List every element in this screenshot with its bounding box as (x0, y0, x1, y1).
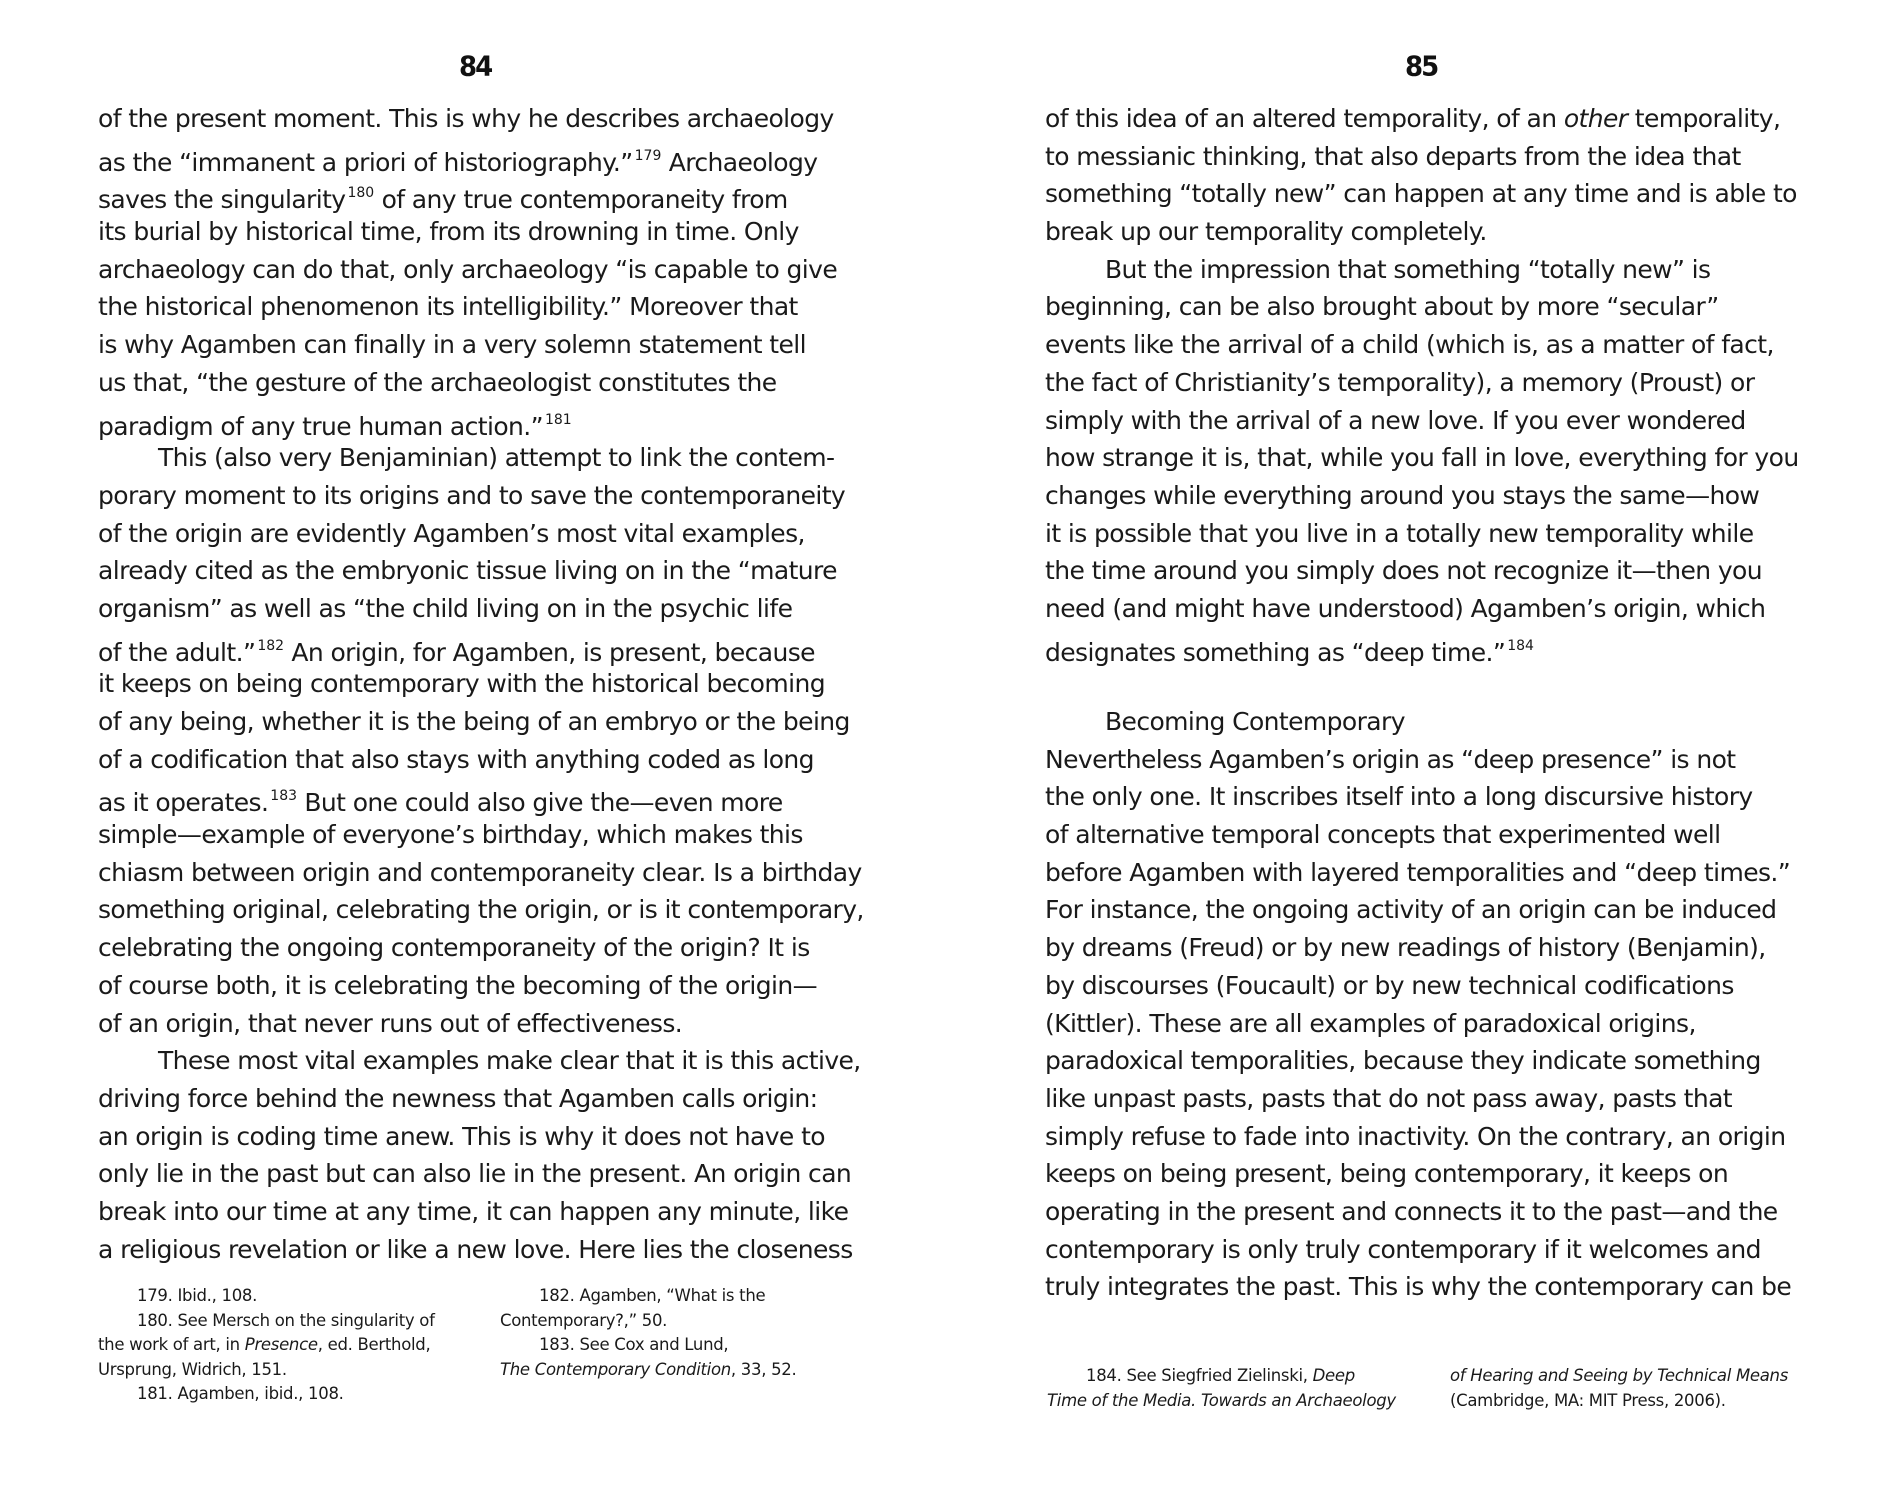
text: as the “immanent a priori of historiography.” (98, 147, 633, 177)
body-line (98, 552, 864, 590)
text: of any true contemporaneity from (374, 185, 788, 215)
body-line (1045, 628, 1799, 666)
text: This (also very Benjaminian) attempt to link the contem- (158, 443, 835, 473)
body-line (98, 439, 864, 477)
body-line (98, 665, 864, 703)
text: Ursprung, Widrich, 151. (98, 1359, 287, 1379)
body-line (1045, 213, 1799, 251)
body-line (98, 1005, 864, 1043)
footnote-reference[interactable]: 179 (634, 147, 662, 164)
text: of any being, whether it is the being of an embryo or the being (98, 707, 850, 736)
body-line (98, 703, 864, 741)
text: 182. Agamben, “What is the (539, 1286, 766, 1305)
body-line (98, 364, 864, 402)
text: paradigm of any true human action.” (98, 411, 543, 441)
footnote-line (1450, 1389, 1788, 1414)
body-line (98, 175, 864, 213)
text: 184. See Siegfried Zielinski, (1086, 1366, 1313, 1385)
body-line (1045, 665, 1799, 703)
right-page (947, 0, 1894, 1500)
text: the time around you simply does not recognize it—then you (1045, 556, 1762, 586)
text: simply with the arrival of a new love. If you ever wondered (1045, 405, 1746, 435)
text: the historical phenomenon its intelligibility.” Moreover that (98, 292, 798, 322)
text: is why Agamben can finally in a very solemn statement tell (98, 330, 806, 360)
text: chiasm between origin and contemporaneity clear. Is a birthday (98, 857, 862, 887)
body-line (98, 138, 864, 176)
body-line (98, 628, 864, 666)
text: contemporary is only truly contemporary if it welcomes and (1045, 1234, 1761, 1264)
footnote-line (1047, 1389, 1396, 1414)
text: saves the singularity (98, 185, 346, 215)
text: Contemporary?,” 50. (500, 1310, 668, 1330)
body-line (1045, 1268, 1799, 1306)
body-line (98, 1118, 864, 1156)
text: how strange it is, that, while you fall in love, everything for you (1045, 443, 1799, 473)
text: celebrating the ongoing contemporaneity of the origin? It is (98, 933, 810, 963)
body-text (98, 100, 864, 1268)
footnote-line (98, 1309, 435, 1334)
body-line (98, 477, 864, 515)
body-line (98, 515, 864, 553)
body-line (1045, 364, 1799, 402)
text: paradoxical temporalities, because they indicate something (1045, 1046, 1761, 1076)
body-line (98, 326, 864, 364)
page-number: 85 (1405, 51, 1438, 83)
footnote-line (500, 1284, 796, 1309)
text: Nevertheless Agamben’s origin as “deep presence” is not (1045, 744, 1736, 774)
footnote-line (1450, 1364, 1788, 1389)
footnote-line (500, 1358, 796, 1383)
text: Archaeology (661, 147, 818, 177)
text: the only one. It inscribes itself into a long discursive history (1045, 782, 1753, 812)
body-line (1045, 967, 1799, 1005)
footnotes-column-2 (1450, 1364, 1788, 1413)
body-line (98, 1193, 864, 1231)
text: keeps on being present, being contemporary, it keeps on (1045, 1159, 1729, 1189)
body-line (1045, 1080, 1799, 1118)
text: its burial by historical time, from its drowning in time. Only (98, 217, 799, 247)
text: These most vital examples make clear that it is this active, (158, 1046, 861, 1076)
text: 181. Agamben, ibid., 108. (137, 1384, 344, 1403)
text: For instance, the ongoing activity of an origin can be induced (1045, 895, 1777, 925)
body-line (1045, 138, 1799, 176)
body-line (98, 816, 864, 854)
body-line (1045, 854, 1799, 892)
footnote-line (98, 1333, 435, 1358)
text: 180. See Mersch on the singularity of (137, 1310, 435, 1330)
page-number: 84 (459, 51, 492, 83)
body-line (98, 402, 864, 440)
footnote-line (98, 1358, 435, 1383)
text: break into our time at any time, it can happen any minute, like (98, 1196, 849, 1226)
text: , 33, 52. (730, 1359, 797, 1379)
text: 183. See Cox and Lund, (539, 1335, 729, 1354)
text: the work of art, in (98, 1335, 245, 1354)
body-line (1045, 288, 1799, 326)
text: An origin, for Agamben, is present, because (284, 637, 815, 667)
italic-text: Presence (244, 1335, 318, 1354)
footnote-line (98, 1382, 435, 1407)
text: of an origin, that never runs out of effectiveness. (98, 1008, 683, 1038)
text: (Cambridge, MA: MIT Press, 2006). (1450, 1390, 1726, 1410)
text: to messianic thinking, that also departs from the idea that (1045, 141, 1741, 171)
italic-text: Deep (1312, 1366, 1355, 1385)
italic-text: other (1563, 104, 1628, 133)
text: by discourses (Foucault) or by new technical codifications (1045, 970, 1734, 1000)
text: of alternative temporal concepts that experimented well (1045, 820, 1721, 850)
text: 179. Ibid., 108. (137, 1286, 258, 1305)
text: events like the arrival of a child (which is, as a matter of fact, (1045, 330, 1774, 360)
text: operating in the present and connects it to the past—and the (1045, 1196, 1778, 1226)
text: before Agamben with layered temporalities and “deep times.” (1045, 857, 1791, 887)
body-line (98, 251, 864, 289)
body-line (98, 1155, 864, 1193)
body-text (1045, 100, 1799, 1306)
text: the fact of Christianity’s temporality), a memory (Proust) or (1045, 367, 1755, 397)
text: as it operates. (98, 788, 269, 818)
body-line (1045, 1005, 1799, 1043)
text: , ed. Berthold, (317, 1335, 431, 1354)
body-line (1045, 929, 1799, 967)
text: only lie in the past but can also lie in the present. An origin can (98, 1159, 852, 1189)
body-line (98, 929, 864, 967)
text: driving force behind the newness that Agamben calls origin: (98, 1083, 818, 1113)
section-heading (1045, 703, 1799, 741)
body-line (1045, 439, 1799, 477)
footnote-reference[interactable]: 182 (257, 637, 285, 654)
body-line (1045, 891, 1799, 929)
text: simply refuse to fade into inactivity. On the contrary, an origin (1045, 1121, 1786, 1151)
text: break up our temporality completely. (1045, 217, 1487, 247)
footnote-line (98, 1284, 435, 1309)
italic-text: The Contemporary Condition (500, 1359, 731, 1379)
text: something original, celebrating the origin, or is it contemporary, (98, 895, 864, 925)
body-line (98, 967, 864, 1005)
body-line (98, 741, 864, 779)
footnote-reference[interactable]: 184 (1507, 637, 1534, 654)
text: it is possible that you live in a totally new temporality while (1045, 518, 1754, 548)
footnotes-column-1 (1047, 1364, 1396, 1413)
footnotes-column-2 (500, 1284, 796, 1382)
footnote-reference[interactable]: 183 (270, 788, 298, 805)
body-line (98, 213, 864, 251)
footnotes-column-1 (98, 1284, 435, 1407)
body-line (98, 1231, 864, 1269)
text: simple—example of everyone’s birthday, which makes this (98, 820, 803, 850)
body-line (1045, 477, 1799, 515)
italic-text: Time of the Media. Towards an Archaeology (1047, 1390, 1396, 1410)
body-line (1045, 590, 1799, 628)
body-line (1045, 778, 1799, 816)
body-line (1045, 515, 1799, 553)
body-line (98, 590, 864, 628)
text: something “totally new” can happen at any time and is able to (1045, 179, 1797, 209)
text: beginning, can be also brought about by more “secular” (1045, 292, 1719, 322)
body-line (1045, 175, 1799, 213)
body-line (98, 778, 864, 816)
text: changes while everything around you stays the same—how (1045, 480, 1760, 510)
body-line (1045, 741, 1799, 779)
text: already cited as the embryonic tissue living on in the “mature (98, 556, 837, 586)
text: (Kittler). These are all examples of paradoxical origins, (1045, 1008, 1696, 1038)
text: of course both, it is celebrating the becoming of the origin— (98, 970, 818, 1000)
text: archaeology can do that, only archaeology “is capable to give (98, 254, 838, 284)
text: But the impression that something “totally new” is (1105, 254, 1711, 284)
text: Becoming Contemporary (1105, 707, 1405, 736)
body-line (98, 891, 864, 929)
body-line (1045, 1193, 1799, 1231)
text: truly integrates the past. This is why the contemporary can be (1045, 1272, 1792, 1302)
text: organism” as well as “the child living on in the psychic life (98, 593, 793, 623)
body-line (98, 1080, 864, 1118)
footnote-line (500, 1333, 796, 1358)
footnote-line (500, 1309, 796, 1334)
footnote-reference[interactable]: 180 (347, 185, 375, 202)
text: like unpast pasts, pasts that do not pass away, pasts that (1045, 1083, 1733, 1113)
text: of the origin are evidently Agamben’s most vital examples, (98, 518, 805, 548)
body-line (98, 100, 864, 138)
text: a religious revelation or like a new love. Here lies the closeness (98, 1234, 853, 1264)
text: of the present moment. This is why he describes archaeology (98, 104, 834, 133)
text: of this idea of an altered temporality, of an (1045, 104, 1564, 133)
text: an origin is coding time anew. This is why it does not have to (98, 1121, 825, 1151)
body-line (1045, 402, 1799, 440)
body-line (1045, 816, 1799, 854)
text: need (and might have understood) Agamben’s origin, which (1045, 593, 1766, 623)
text: designates something as “deep time.” (1045, 637, 1506, 667)
body-line (98, 854, 864, 892)
body-line (1045, 1231, 1799, 1269)
body-line (98, 288, 864, 326)
body-line (1045, 1155, 1799, 1193)
body-line (1045, 1042, 1799, 1080)
text: it keeps on being contemporary with the historical becoming (98, 669, 825, 699)
text: of a codification that also stays with anything coded as long (98, 744, 814, 774)
italic-text: of Hearing and Seeing by Technical Means (1450, 1366, 1788, 1385)
text: by dreams (Freud) or by new readings of history (Benjamin), (1045, 933, 1766, 963)
body-line (98, 1042, 864, 1080)
text: But one could also give the—even more (297, 788, 783, 818)
text: of the adult.” (98, 637, 256, 667)
footnote-line (1047, 1364, 1396, 1389)
body-line (1045, 100, 1799, 138)
body-line (1045, 1118, 1799, 1156)
body-line (1045, 552, 1799, 590)
text: temporality, (1627, 104, 1781, 133)
body-line (1045, 251, 1799, 289)
text: us that, “the gesture of the archaeologist constitutes the (98, 367, 777, 397)
body-line (1045, 326, 1799, 364)
text: porary moment to its origins and to save the contemporaneity (98, 480, 846, 510)
footnote-reference[interactable]: 181 (544, 411, 572, 428)
